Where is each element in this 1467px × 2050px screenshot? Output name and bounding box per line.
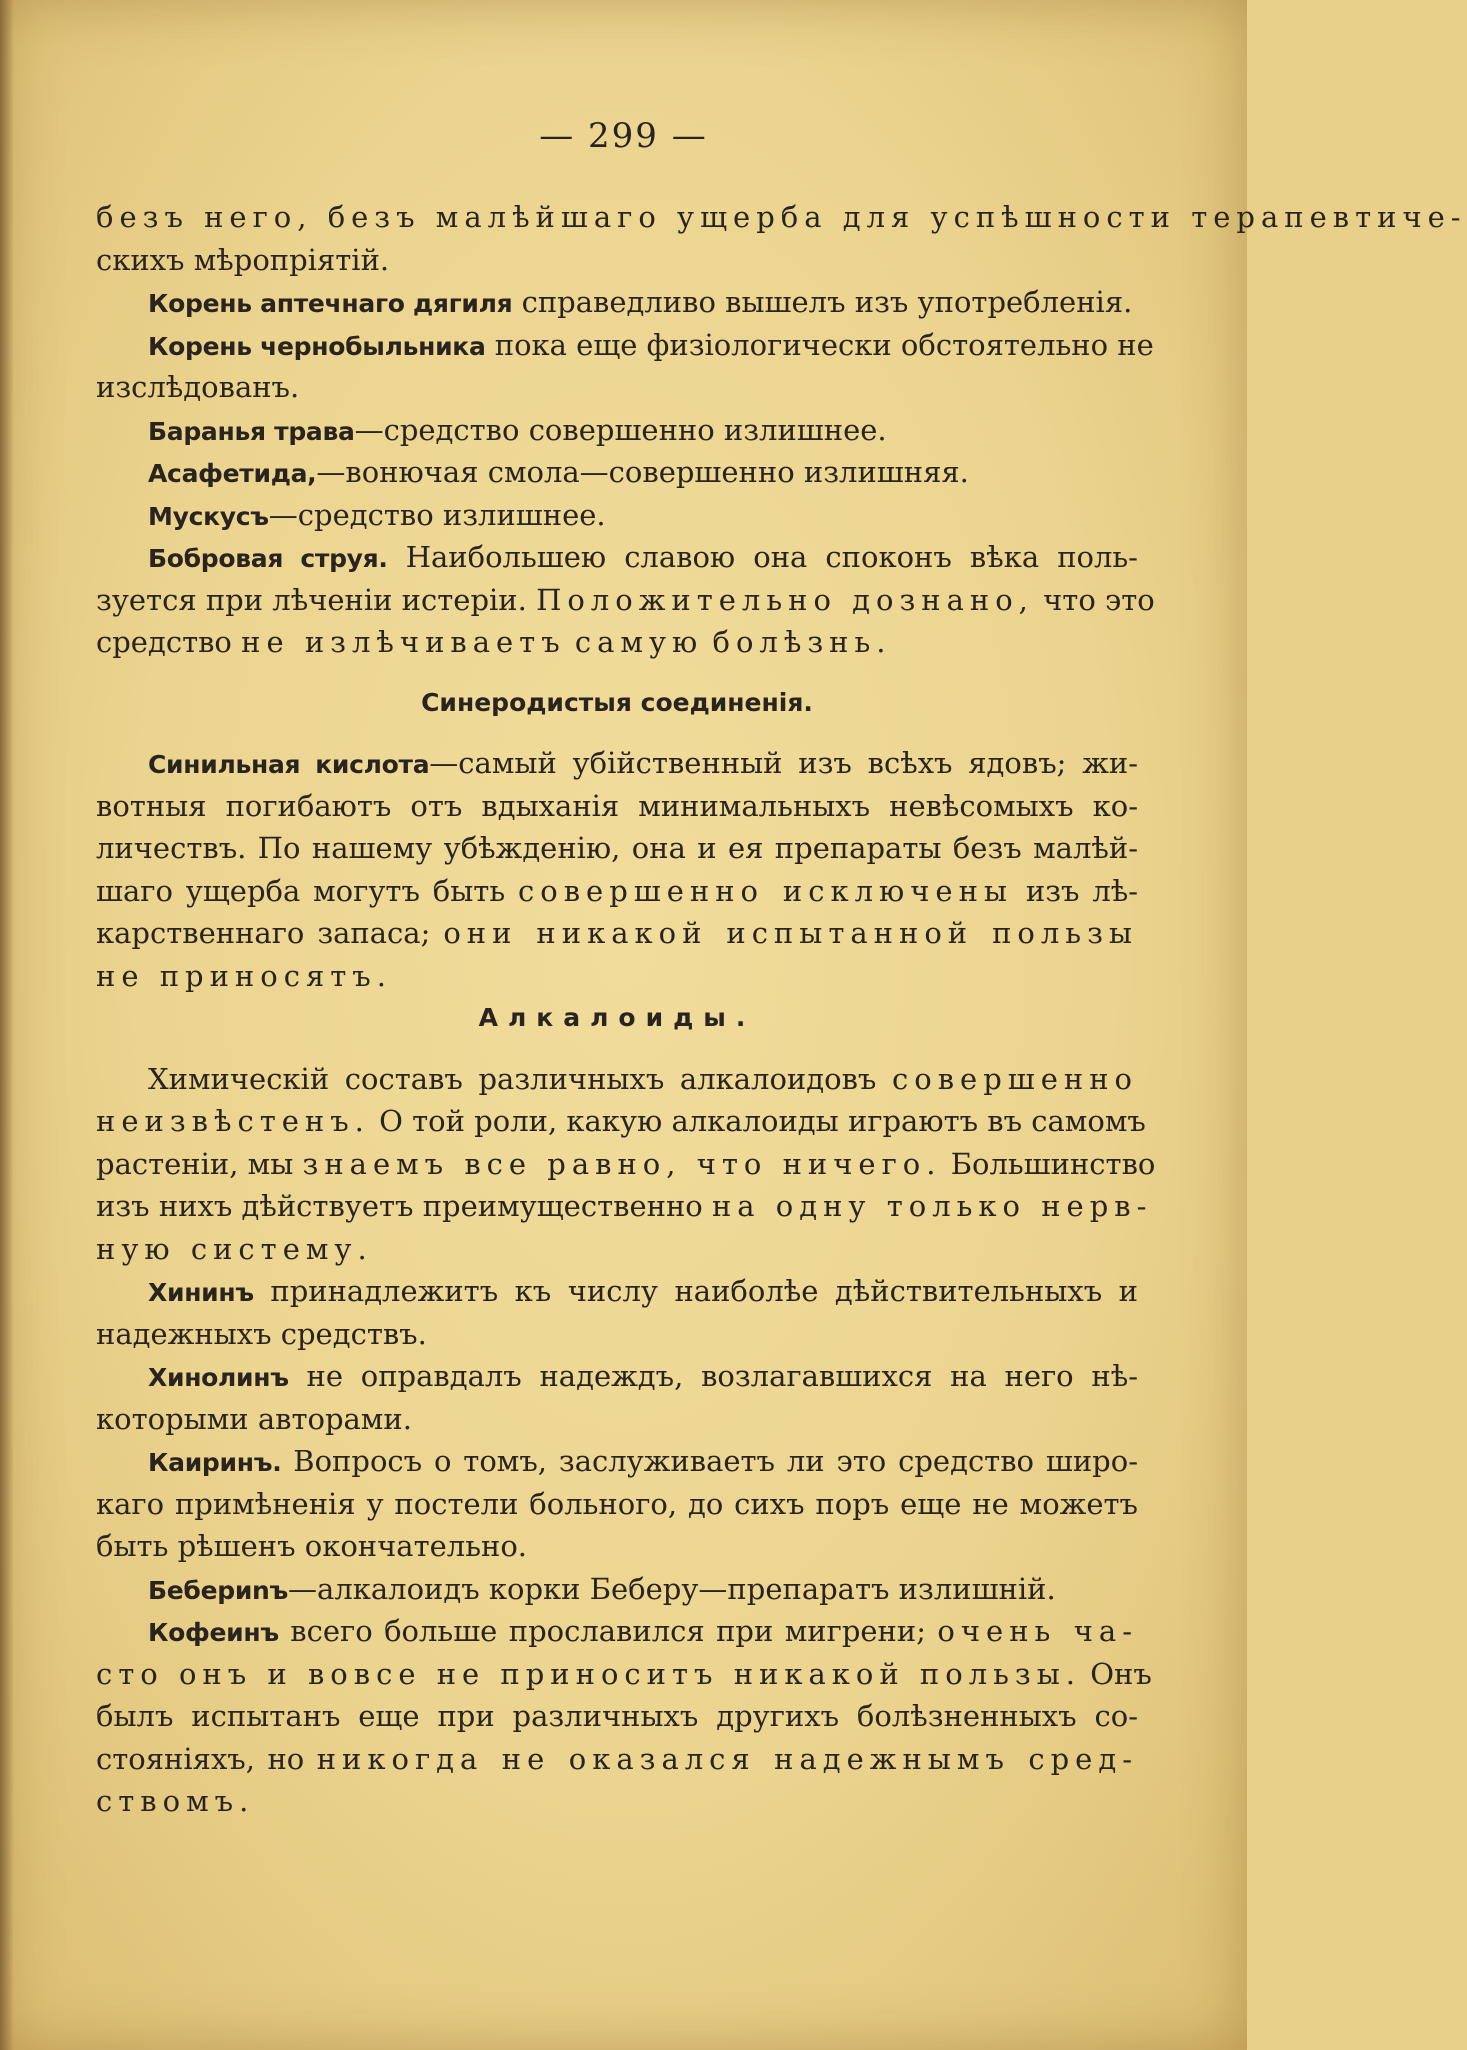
text-line: Бебериnъ—алкалоидъ корки Беберу—препаратъ излишній.	[148, 1571, 1056, 1606]
text-line: Хинолинъ не оправдалъ надеждъ, возлагавшихся на него нѣ-	[148, 1359, 1139, 1393]
entry-text: —вонючая смола—совершенно излишняя.	[316, 455, 969, 489]
text-line	[96, 281, 1138, 324]
text-line: былъ испытанъ еще при различныхъ другихъ болѣзненныхъ со-	[96, 1699, 1138, 1733]
text-line: изъ нихъ дѣйствуетъ преимущественно на одну только нерв-	[96, 1189, 1153, 1223]
entry-term: Корень аптечнаго дягиля	[148, 289, 513, 318]
text-line	[96, 324, 1154, 367]
entry-term: Корень чернобыльника	[148, 331, 486, 361]
text-line: карственнаго запаса; они никакой испытанной пользы	[96, 916, 1138, 950]
text-line: скихъ мѣропріятій.	[96, 242, 390, 277]
text-line: растеніи, мы знаемъ все равно, что ничего. Большинство	[96, 1146, 1156, 1181]
page-edge-shadow	[0, 0, 14, 2050]
text-line: ную систему.	[96, 1231, 373, 1266]
text-line: Химическій составъ различныхъ алкалоидовъ совершенно	[148, 1061, 1138, 1096]
text-line: личествъ. По нашему убѣжденію, она и ея препараты безъ малѣй-	[96, 831, 1138, 865]
entry-text: —средство излишнее.	[268, 497, 606, 532]
text-line: Синильная кислота—самый убійственный изъ всѣхъ ядовъ; жи-	[148, 746, 1138, 780]
entry-term: Синильная кислота	[148, 750, 430, 779]
entry-text: справедливо вышелъ изъ употребленія.	[521, 285, 1133, 319]
text-line: быть рѣшенъ окончательно.	[96, 1529, 528, 1563]
page-number: — 299 —	[539, 116, 708, 156]
text-line	[96, 409, 1138, 452]
entry-term: Хинолинъ	[148, 1363, 289, 1392]
text-line: которыми авторами.	[96, 1401, 412, 1436]
text-line: средство не излѣчиваетъ самую болѣзнь.	[96, 625, 892, 659]
entry-term: Бебериnъ	[148, 1575, 289, 1605]
text-line: безъ него, безъ малѣйшаго ущерба для успѣшности терапевтиче-	[96, 200, 1467, 234]
entry-term: Асафетида,	[148, 459, 317, 488]
entry-text: пока еще физіологически обстоятельно не	[494, 327, 1154, 362]
text-line	[96, 536, 1138, 579]
entry-text: —средство совершенно излишнее.	[354, 412, 887, 447]
text-line: стояніяхъ, но никогда не оказался надежнымъ сред-	[96, 1741, 1138, 1776]
section-heading: Синеродистыя соединенія.	[421, 687, 813, 717]
text-line	[96, 494, 1138, 537]
text-line: зуется при лѣченіи истеріи. Положительно дознано, что это	[96, 582, 1155, 617]
entry-term: Хининъ	[148, 1278, 254, 1307]
entry-term: Баранья трава	[148, 416, 355, 446]
text-line	[96, 451, 1138, 494]
text-line: изслѣдованъ.	[96, 370, 300, 404]
text-line: Хининъ принадлежитъ къ числу наиболѣе дѣйствительныхъ и	[148, 1274, 1139, 1308]
text-line: не приносятъ.	[96, 958, 392, 993]
entry-text: Наибольшею славою она споконъ вѣка поль-	[405, 540, 1138, 574]
entry-term: Кофеинъ	[148, 1618, 279, 1647]
page-text	[96, 196, 1467, 1823]
text-line: неизвѣстенъ. О той роли, какую алкалоиды играютъ въ самомъ	[96, 1104, 1146, 1138]
text-line: шаго ущерба могутъ быть совершенно исключены изъ лѣ-	[96, 873, 1139, 908]
text-line: сто онъ и вовсе не приноситъ никакой пользы. Онъ	[96, 1656, 1152, 1691]
entry-term: Мускусъ	[148, 501, 269, 531]
entry-term: Каиринъ.	[148, 1448, 282, 1477]
text-line: Кофеинъ всего больше прославился при мигрени; очень ча-	[148, 1614, 1138, 1648]
section-heading: Алкалоиды.	[478, 1003, 756, 1032]
text-line: Каиринъ. Вопросъ о томъ, заслуживаетъ ли это средство широ-	[148, 1444, 1138, 1478]
text-line: ствомъ.	[96, 1784, 255, 1818]
entry-term: Бобровая струя.	[148, 544, 388, 573]
text-line: надежныхъ средствъ.	[96, 1316, 427, 1351]
text-line: каго примѣненія у постели больного, до сихъ поръ еще не можетъ	[96, 1486, 1138, 1521]
text-line: вотныя погибаютъ отъ вдыханія минимальныхъ невѣсомыхъ ко-	[96, 788, 1138, 823]
